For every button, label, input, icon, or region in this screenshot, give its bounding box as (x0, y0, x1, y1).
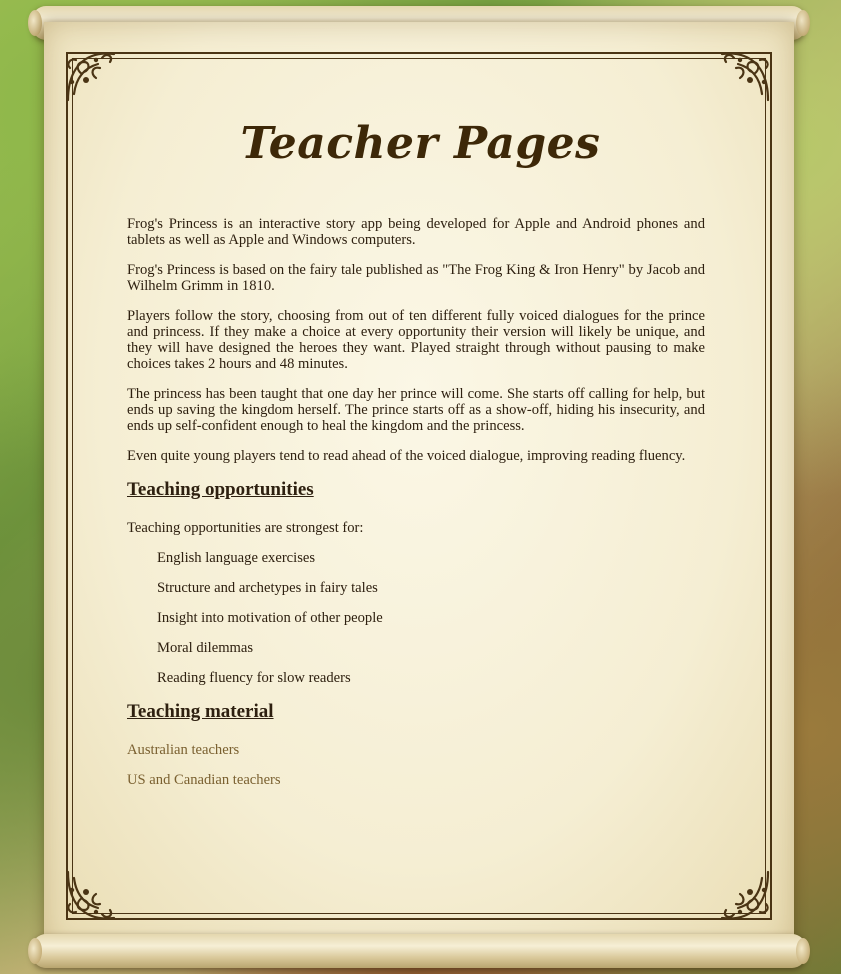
list-item: Moral dilemmas (157, 640, 254, 656)
list-item: Reading fluency for slow readers (157, 670, 351, 686)
list-item: Structure and archetypes in fairy tales (157, 580, 378, 596)
teaching-opportunities-list (127, 550, 705, 686)
intro-paragraph: Frog's Princess is based on the fairy tale published as "The Frog King & Iron Henry" by Jacob and Wilhelm Grimm in 1810. (127, 262, 705, 294)
scroll-bottom-roll (32, 934, 806, 968)
intro-paragraph: Even quite young players tend to read ahead of the voiced dialogue, improving reading fluency. (127, 448, 686, 464)
teaching-material-heading: Teaching material (127, 701, 274, 722)
us-canadian-teachers-link[interactable]: US and Canadian teachers (127, 772, 281, 788)
intro-paragraph: Players follow the story, choosing from out of ten different fully voiced dialogues for the prince and princess. If they make a choice at every opportunity their version will likely be unique, and they will have designed the heroes they want. Played straight through without pausing to make choices takes 2 hours and 48 minutes. (127, 308, 705, 372)
intro-paragraph: Frog's Princess is an interactive story app being developed for Apple and Android phones and tablets as well as Apple and Windows computers. (127, 216, 705, 248)
flourish-corner-icon (62, 48, 120, 106)
list-item: English language exercises (157, 550, 316, 566)
main-content (127, 216, 705, 802)
flourish-corner-icon (716, 866, 774, 924)
list-item: Insight into motivation of other people (157, 610, 383, 626)
flourish-corner-icon (62, 866, 120, 924)
flourish-corner-icon (716, 48, 774, 106)
australian-teachers-link[interactable]: Australian teachers (127, 742, 240, 758)
intro-paragraph: The princess has been taught that one day her prince will come. She starts off calling for help, but ends up saving the kingdom herself. The prince starts off as a show-off, hiding his insecurity, and ends up self-confident enough to heal the kingdom and the princess. (127, 386, 705, 434)
teaching-opportunities-intro: Teaching opportunities are strongest for: (127, 520, 364, 536)
teaching-opportunities-heading: Teaching opportunities (127, 479, 314, 500)
page-title: Teacher Pages (240, 118, 601, 169)
